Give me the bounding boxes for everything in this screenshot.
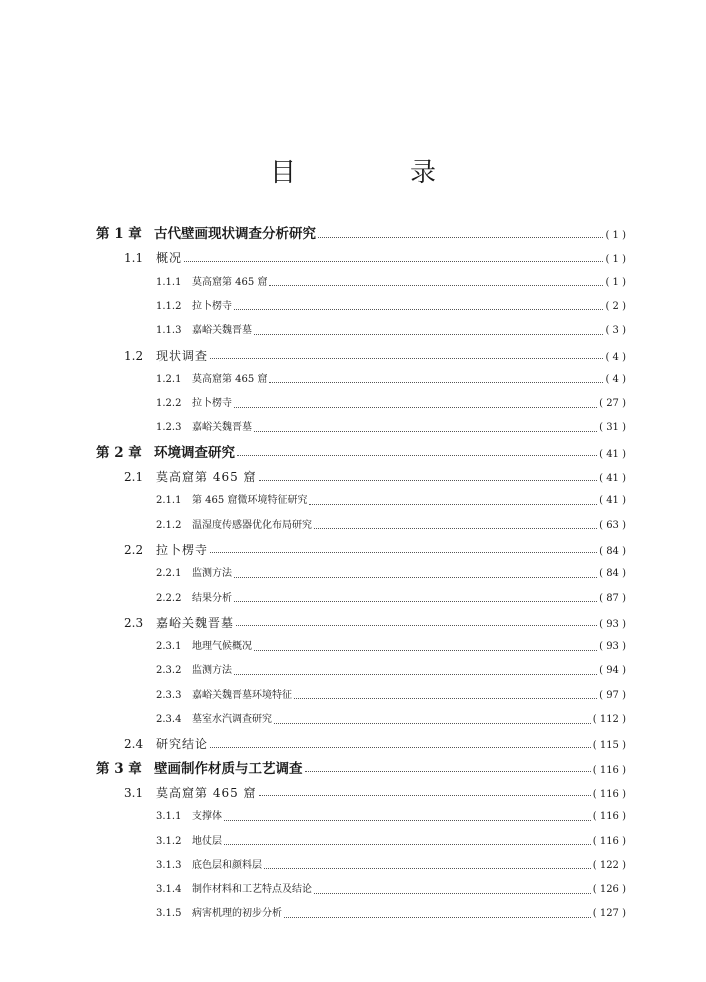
dot-leader (314, 528, 597, 529)
toc-entry-label: 嘉峪关魏晋墓 (192, 325, 252, 337)
toc-entry-page: ( 4 ) (605, 373, 626, 385)
toc-entry-number: 3.1.1 (156, 811, 182, 823)
dot-leader (309, 504, 597, 505)
toc-entry-level-2 (124, 467, 626, 487)
dot-leader (254, 431, 597, 432)
toc-entry-level-3 (156, 856, 626, 876)
toc-entry-number: 第 3 章 (96, 760, 142, 777)
toc-entry-label: 拉卜楞寺 (156, 542, 209, 557)
toc-entry-label: 底色层和颜料层 (192, 859, 262, 871)
toc-entry-number: 第 2 章 (96, 444, 142, 461)
toc-entry-level-3 (156, 880, 626, 900)
dot-leader (305, 771, 591, 772)
toc-entry-label: 莫高窟第 465 窟 (156, 785, 257, 800)
toc-entry-page: ( 63 ) (599, 519, 626, 531)
toc-entry-label: 地理气候概况 (192, 641, 252, 653)
dot-leader (234, 407, 597, 408)
toc-entry-level-1 (96, 224, 626, 244)
toc-entry-level-3 (156, 661, 626, 681)
dot-leader (254, 650, 597, 651)
dot-leader (264, 868, 591, 869)
toc-entry-page: ( 84 ) (599, 545, 626, 557)
toc-entry-level-3 (156, 564, 626, 584)
toc-entry-number: 2.3 (124, 615, 144, 630)
toc-entry-label: 第 465 窟微环境特征研究 (192, 495, 308, 507)
toc-entry-number: 第 1 章 (96, 226, 142, 242)
toc-entry-page: ( 3 ) (605, 325, 626, 337)
dot-leader (259, 795, 591, 796)
dot-leader (274, 723, 591, 724)
dot-leader (284, 917, 591, 918)
toc-entry-page: ( 115 ) (592, 740, 626, 752)
dot-leader (234, 601, 597, 602)
toc-entry-number: 3.1.4 (156, 884, 182, 896)
toc-entry-number: 2.3.3 (156, 689, 182, 701)
toc-entry-label: 嘉峪关魏晋墓 (192, 422, 252, 434)
toc-entry-label: 地仗层 (192, 835, 222, 847)
toc-entry-level-2 (124, 346, 626, 366)
toc-entry-page: ( 127 ) (592, 908, 626, 920)
toc-entry-level-3 (156, 807, 626, 827)
toc-entry-number: 3.1.2 (156, 835, 182, 847)
toc-entry-level-3 (156, 589, 626, 609)
toc-entry-number: 1.1 (124, 251, 144, 266)
toc-entry-number: 2.4 (124, 737, 144, 752)
toc-entry-level-3 (156, 394, 626, 414)
toc-entry-page: ( 94 ) (599, 665, 626, 677)
toc-entry-level-3 (156, 297, 626, 317)
toc-entry-page: ( 87 ) (599, 592, 626, 604)
toc-entry-label: 莫高窟第 465 窟 (192, 373, 268, 385)
toc-entry-label: 拉卜楞寺 (192, 398, 232, 410)
toc-entry-number: 2.3.2 (156, 665, 182, 677)
toc-entry-label: 环境调查研究 (154, 444, 235, 461)
toc-entry-number: 2.2 (124, 542, 144, 557)
toc-entry-page: ( 122 ) (592, 859, 626, 871)
toc-entry-level-3 (156, 370, 626, 390)
toc-entry-level-2 (124, 540, 626, 560)
toc-entry-label: 监测方法 (192, 665, 232, 677)
toc-entry-page: ( 41 ) (599, 495, 626, 507)
toc-entry-page: ( 1 ) (605, 230, 626, 241)
toc-entry-label: 嘉峪关魏晋墓 (156, 615, 235, 630)
toc-entry-page: ( 31 ) (599, 422, 626, 434)
toc-entry-page: ( 27 ) (599, 398, 626, 410)
dot-leader (269, 382, 603, 383)
toc-entry-page: ( 1 ) (605, 254, 626, 266)
toc-entry-page: ( 126 ) (592, 884, 626, 896)
dot-leader (269, 285, 603, 286)
dot-leader (254, 334, 603, 335)
toc-entry-number: 2.1.1 (156, 495, 182, 507)
toc-entry-label: 概况 (156, 251, 183, 266)
dot-leader (314, 893, 591, 894)
toc-entry-label: 制作材料和工艺特点及结论 (192, 884, 312, 896)
toc-entry-level-3 (156, 710, 626, 730)
toc-entry-level-2 (124, 248, 626, 268)
toc-entry-number: 2.1.2 (156, 519, 182, 531)
toc-entry-label: 壁画制作材质与工艺调查 (154, 760, 303, 777)
toc-entry-number: 2.2.2 (156, 592, 182, 604)
toc-entry-label: 温湿度传感器优化布局研究 (192, 519, 312, 531)
toc-entry-page: ( 41 ) (599, 473, 626, 484)
toc-entry-page: ( 112 ) (592, 714, 626, 725)
toc-entry-page: ( 93 ) (599, 618, 626, 630)
toc-entry-level-1 (96, 759, 626, 779)
toc-entry-number: 1.2.1 (156, 373, 182, 385)
toc-entry-page: ( 4 ) (605, 351, 626, 363)
toc-entry-number: 1.1.2 (156, 300, 182, 312)
toc-entry-page: ( 97 ) (599, 689, 626, 701)
dot-leader (184, 261, 603, 262)
toc-entry-label: 研究结论 (156, 737, 209, 752)
toc-entry-level-2 (124, 734, 626, 754)
toc-entry-number: 2.1 (124, 470, 144, 484)
toc-entry-level-3 (156, 904, 626, 924)
dot-leader (224, 820, 591, 821)
dot-leader (210, 747, 591, 748)
dot-leader (259, 480, 598, 481)
dot-leader (236, 625, 597, 626)
toc-entry-level-2 (124, 783, 626, 803)
toc-entry-level-3 (156, 273, 626, 293)
toc-entry-number: 2.3.4 (156, 714, 182, 725)
toc-entry-number: 3.1 (124, 785, 144, 800)
toc-entry-number: 3.1.3 (156, 859, 182, 871)
dot-leader (234, 577, 597, 578)
toc-entry-level-3 (156, 491, 626, 511)
toc-entry-label: 墓室水汽调查研究 (192, 714, 272, 725)
toc-entry-page: ( 84 ) (599, 568, 626, 580)
toc-entry-page: ( 41 ) (599, 448, 626, 460)
toc-entry-label: 古代壁画现状调查分析研究 (154, 226, 316, 242)
dot-leader (234, 309, 603, 310)
toc-entry-label: 结果分析 (192, 592, 232, 604)
toc-entry-page: ( 116 ) (592, 764, 626, 776)
toc-entry-number: 2.2.1 (156, 568, 182, 580)
toc-entry-level-3 (156, 321, 626, 341)
toc-entry-page: ( 116 ) (592, 811, 626, 823)
toc-entry-level-3 (156, 516, 626, 536)
toc-entry-page: ( 116 ) (592, 788, 626, 800)
toc-entry-level-3 (156, 686, 626, 706)
toc-entry-page: ( 2 ) (605, 300, 626, 312)
toc-entry-page: ( 1 ) (605, 276, 626, 288)
dot-leader (234, 674, 597, 675)
dot-leader (210, 358, 603, 359)
toc-entry-level-3 (156, 637, 626, 657)
toc-entry-label: 现状调查 (156, 348, 209, 363)
dot-leader (294, 698, 597, 699)
toc-entry-level-3 (156, 832, 626, 852)
toc-entry-number: 1.1.1 (156, 276, 182, 288)
toc-entry-page: ( 93 ) (599, 641, 626, 653)
toc-entry-number: 1.2.2 (156, 398, 182, 410)
toc-entry-level-1 (96, 443, 626, 463)
toc-entry-number: 2.3.1 (156, 641, 182, 653)
dot-leader (237, 455, 597, 456)
dot-leader (318, 237, 603, 238)
toc-entry-number: 1.1.3 (156, 325, 182, 337)
toc-entry-level-2 (124, 613, 626, 633)
toc-entry-label: 监测方法 (192, 568, 232, 580)
toc-entry-label: 病害机理的初步分析 (192, 908, 282, 920)
toc-entry-number: 3.1.5 (156, 908, 182, 920)
toc-entry-label: 支撑体 (192, 811, 222, 823)
toc-entry-page: ( 116 ) (592, 835, 626, 847)
dot-leader (224, 844, 591, 845)
page-title: 目 录 (269, 158, 480, 188)
dot-leader (210, 552, 597, 553)
toc-entry-number: 1.2 (124, 348, 144, 363)
toc-entry-label: 拉卜楞寺 (192, 300, 232, 312)
toc-entry-label: 莫高窟第 465 窟 (156, 470, 257, 484)
toc-entry-level-3 (156, 418, 626, 438)
toc-entry-label: 嘉峪关魏晋墓环境特征 (192, 689, 292, 701)
toc-entry-number: 1.2.3 (156, 422, 182, 434)
toc-entry-label: 莫高窟第 465 窟 (192, 276, 268, 288)
